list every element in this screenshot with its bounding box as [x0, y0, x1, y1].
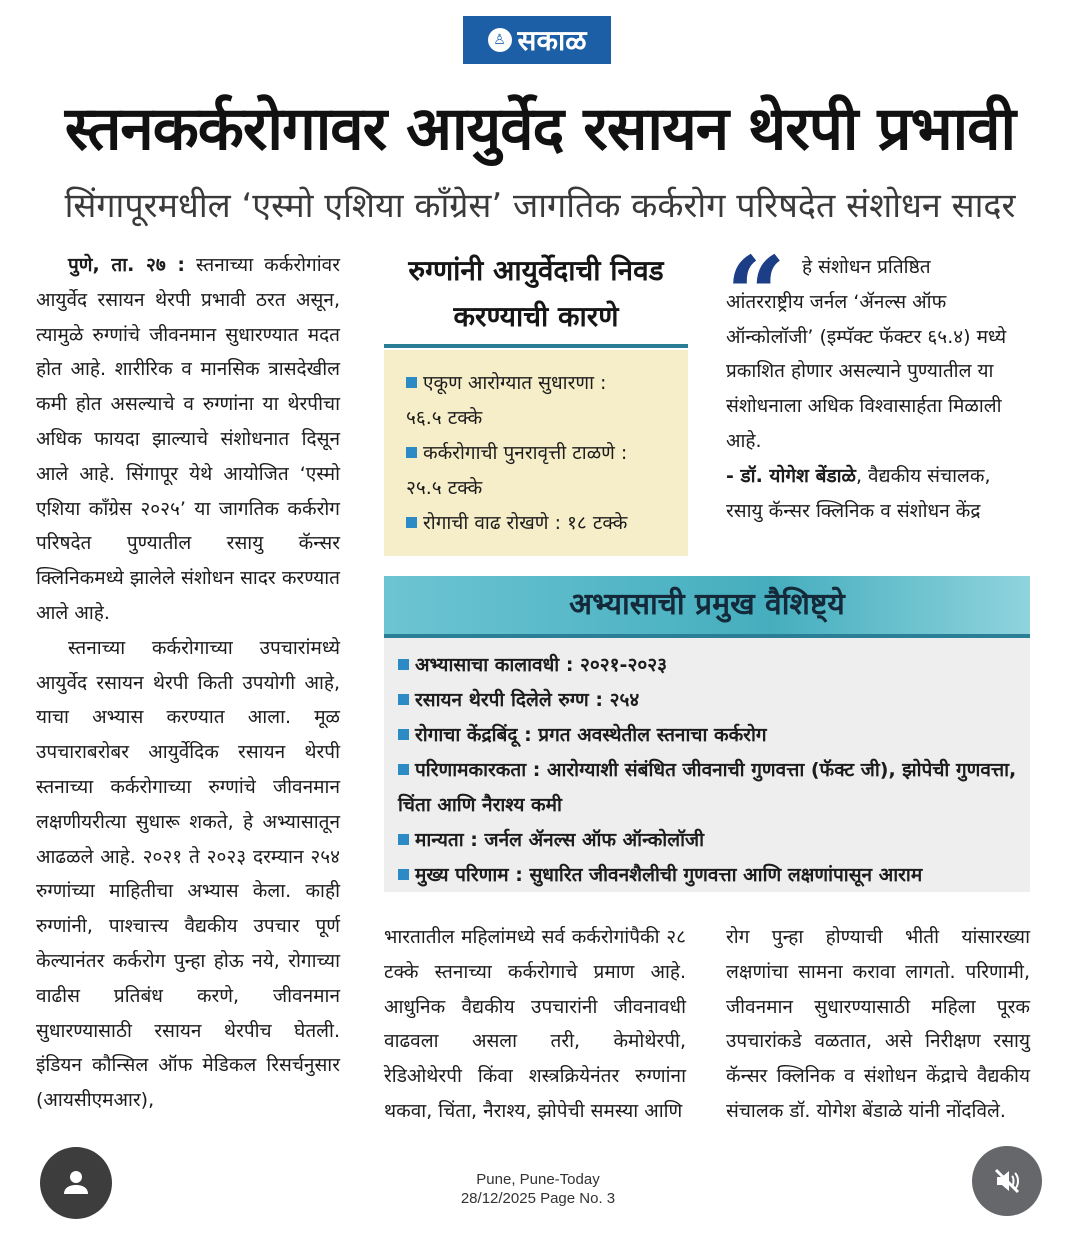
bullet-icon [398, 764, 409, 775]
paragraph-2: स्तनाच्या कर्करोगाच्या उपचारांमध्ये आयुर्वेद रसायन थेरपी किती उपयोगी आहे, याचा अभ्यास करण्यात आला. मूळ उपचाराबरोबर आयुर्वेदिक रसायन थेरपी स्तनाच्या कर्करोगाच्या रुग्णांचे जीवनमान लक्षणीयरीत्या सुधारू शकते, हे अभ्यासातून आढळले आहे. २०२१ ते २०२३ दरम्यान २५४ रुग्णांच्या माहितीचा अभ्यास केला. काही रुग्णांनी, पाश्चात्त्य वैद्यकीय उपचार पूर्ण केल्यानंतर कर्करोग पुन्हा होऊ नये, रोगाच्या वाढीस प्रतिबंध करणे, जीवनमान सुधारण्यासाठी रसायन थेरपीच घेतली. इंडियन कौन्सिल ऑफ मेडिकल रिसर्चनुसार (आयसीएमआर), [36, 636, 340, 1112]
left-column [36, 248, 340, 1118]
reason-item: रोगाची वाढ रोखणे : १८ टक्के [406, 506, 670, 541]
bullet-icon [398, 834, 409, 845]
feature-item: अभ्यासाचा कालावधी : २०२१-२०२३ [398, 648, 1018, 683]
dateline: पुणे, ता. २७ : [68, 254, 185, 276]
quote-mark-icon: “ [726, 233, 776, 356]
user-icon [59, 1166, 93, 1200]
bullet-icon [398, 659, 409, 670]
bullet-icon [398, 694, 409, 705]
feature-item: परिणामकारकता : आरोग्याशी संबंधित जीवनाची गुणवत्ता (फॅक्ट जी), झोपेची गुणवत्ता, चिंता आणि नैराश्य कमी [398, 759, 1017, 816]
bullet-icon [406, 377, 417, 388]
divider [384, 344, 688, 348]
feature-item: रसायन थेरपी दिलेले रुग्ण : २५४ [398, 683, 1018, 718]
paragraph: रोग पुन्हा होण्याची भीती यांसारख्या लक्षणांचा सामना करावा लागतो. परिणामी, जीवनमान सुधारण्यासाठी महिला पूरक उपचारांकडे वळतात, असे निरीक्षण रसायु कॅन्सर क्लिनिक व संशोधन केंद्राचे वैद्यकीय संचालक डॉ. योगेश बेंडाळे यांनी नोंदविले. [726, 926, 1030, 1122]
bullet-icon [398, 729, 409, 740]
reasons-box [384, 350, 688, 556]
feature-item: रोगाचा केंद्रबिंदू : प्रगत अवस्थेतील स्तनाचा कर्करोग [398, 718, 1018, 753]
sakal-emblem-icon: ♙ [488, 28, 512, 52]
edition-label: Pune, Pune-Today [476, 1171, 600, 1188]
feature-item: मुख्य परिणाम : सुधारित जीवनशैलीची गुणवत्ता आणि लक्षणांपासून आराम [398, 858, 1018, 893]
headline: स्तनकर्करोगावर आयुर्वेद रसायन थेरपी प्रभावी [64, 94, 1016, 164]
pull-quote: हे संशोधन प्रतिष्ठित आंतरराष्ट्रीय जर्नल ‘ॲनल्स ऑफ ऑन्कोलॉजी’ (इम्पॅक्ट फॅक्टर ६५.४) मध्ये प्रकाशित होणार असल्याने पुण्यातील या संशोधनाला अधिक विश्वासार्हता मिळाली आहे. - डॉ. योगेश बेंडाळे, वैद्यकीय संचालक, रसायु कॅन्सर क्लिनिक व संशोधन केंद्र [726, 256, 1007, 522]
paragraph-1: पुणे, ता. २७ : स्तनाच्या कर्करोगांवर आयुर्वेद रसायन थेरपी प्रभावी ठरत असून, त्यामुळे रुग्णांचे जीवनमान सुधारण्यात मदत होत आहे. शारीरिक व मानसिक त्रासदेखील कमी होत असल्याचे व रुग्णांना या थेरपीचा अधिक फायदा झाल्याचे संशोधनात दिसून आले आहे. सिंगापूर येथे आयोजित ‘एस्मो एशिया काँग्रेस २०२५’ या जागतिक कर्करोग परिषदेत पुण्यातील रसायु कॅन्सर क्लिनिकमध्ये झालेले संशोधन सादर करण्यात आले आहे. [36, 254, 340, 624]
reason-item: कर्करोगाची पुनरावृत्ती टाळणे : २५.५ टक्के [406, 442, 628, 499]
bullet-icon [406, 447, 417, 458]
right-column [726, 920, 1030, 1129]
profile-button[interactable] [40, 1147, 112, 1219]
muted-speaker-icon [990, 1164, 1024, 1198]
logo-text: सकाळ [517, 24, 587, 57]
features-list [384, 638, 1030, 893]
reason-item: एकूण आरोग्यात सुधारणा : ५६.५ टक्के [406, 372, 607, 429]
date-page-label: 28/12/2025 Page No. 3 [460, 1190, 616, 1207]
quote-author: - डॉ. योगेश बेंडाळे [726, 464, 856, 487]
middle-column [384, 920, 686, 1129]
subheadline: सिंगापूरमधील ‘एस्मो एशिया काँग्रेस’ जागतिक कर्करोग परिषदेत संशोधन सादर [64, 186, 1016, 226]
bullet-icon [398, 869, 409, 880]
feature-item: मान्यता : जर्नल ॲनल्स ऑफ ऑन्कोलॉजी [398, 823, 1018, 858]
mute-toggle-button[interactable] [972, 1146, 1042, 1216]
reasons-title: रुग्णांनी आयुर्वेदाची निवड करण्याची कारणे [408, 254, 664, 333]
page-footer [400, 1170, 676, 1208]
paragraph: भारतातील महिलांमध्ये सर्व कर्करोगांपैकी २८ टक्के स्तनाच्या कर्करोगाचे प्रमाण आहे. आधुनिक वैद्यकीय उपचारांनी जीवनावधी वाढवला असला तरी, केमोथेरपी, रेडिओथेरपी किंवा शस्त्रक्रियेनंतर रुग्णांना थकवा, चिंता, नैराश्य, झोपेची समस्या आणि [384, 926, 686, 1122]
sakal-logo [463, 16, 611, 64]
features-title: अभ्यासाची प्रमुख वैशिष्ट्ये [384, 576, 1030, 638]
bullet-icon [406, 517, 417, 528]
features-box [384, 576, 1030, 892]
